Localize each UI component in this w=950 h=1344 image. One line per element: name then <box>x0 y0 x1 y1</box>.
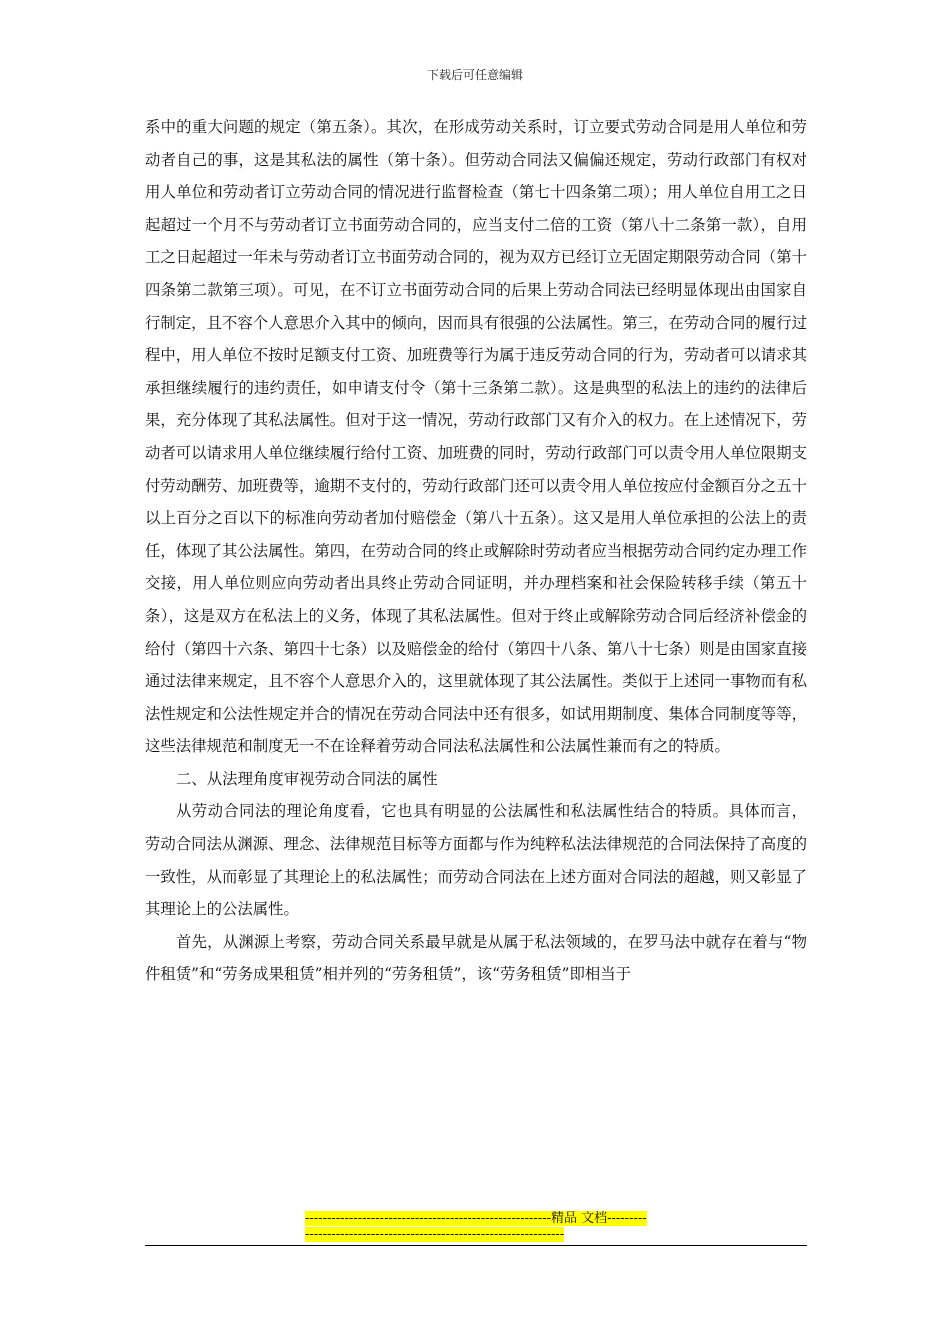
paragraph-continued: 系中的重大问题的规定（第五条）。其次，在形成劳动关系时，订立要式劳动合同是用人单位和劳动者自己的事，这是其私法的属性（第十条）。但劳动合同法又偏偏还规定，劳动行政部门有权对用人单位和劳动者订立劳动合同的情况进行监督检查（第七十四条第二项）；用人单位自用工之日起超过一个月不与劳动者订立书面劳动合同的，应当支付二倍的工资（第八十二条第一款），自用工之日起超过一年未与劳动者订立书面劳动合同的，视为双方已经订立无固定期限劳动合同（第十四条第二款第三项）。可见，在不订立书面劳动合同的后果上劳动合同法已经明显体现出由国家自行制定，且不容个人意思介入其中的倾向，因而具有很强的公法属性。第三，在劳动合同的履行过程中，用人单位不按时足额支付工资、加班费等行为属于违反劳动合同的行为，劳动者可以请求其承担继续履行的违约责任，如申请支付令（第十三条第二款）。这是典型的私法上的违约的法律后果，充分体现了其私法属性。但对于这一情况，劳动行政部门又有介入的权力。在上述情况下，劳动者可以请求用人单位继续履行给付工资、加班费的同时，劳动行政部门可以责令用人单位限期支付劳动酬劳、加班费等，逾期不支付的，劳动行政部门还可以责令用人单位按应付金额百分之五十以上百分之百以下的标准向劳动者加付赔偿金（第八十五条）。这又是用人单位承担的公法上的责任，体现了其公法属性。第四，在劳动合同的终止或解除时劳动者应当根据劳动合同约定办理工作交接，用人单位则应向劳动者出具终止劳动合同证明，并办理档案和社会保险转移手续（第五十条），这是双方在私法上的义务，体现了其私法属性。但对于终止或解除劳动合同后经济补偿金的给付（第四十六条、第四十七条）以及赔偿金的给付（第四十八条、第八十七条）则是由国家直接通过法律来规定，且不容个人意思介入的，这里就体现了其公法属性。类似于上述同一事物而有私法性规定和公法性规定并合的情况在劳动合同法中还有很多，如试用期制度、集体合同制度等等，这些法律规范和制度无一不在诠释着劳动合同法私法属性和公法属性兼而有之的特质。 <box>145 118 807 756</box>
footer-watermark-text: --------------------------------------------------------精品 文档-------------------------------------------------------------------- <box>305 1211 647 1242</box>
footer-watermark <box>305 1211 647 1243</box>
paragraph: 首先，从渊源上考察，劳动合同关系最早就是从属于私法领域的，在罗马法中就存在着与“物件租赁”和“劳务成果租赁”相并列的“劳务租赁”，该“劳务租赁”即相当于 <box>145 932 807 984</box>
section-heading: 二、从法理角度审视劳动合同法的属性 <box>176 769 438 788</box>
footer-divider <box>145 1245 807 1246</box>
page-header-note: 下载后可任意编辑 <box>426 68 523 82</box>
document-body <box>145 111 807 991</box>
paragraph: 从劳动合同法的理论角度看，它也具有明显的公法属性和私法属性结合的特质。具体而言，劳动合同法从渊源、理念、法律规范目标等方面都与作为纯粹私法法律规范的合同法保持了高度的一致性，从而彰显了其理论上的私法属性；而劳动合同法在上述方面对合同法的超越，则又彰显了其理论上的公法属性。 <box>145 802 807 919</box>
